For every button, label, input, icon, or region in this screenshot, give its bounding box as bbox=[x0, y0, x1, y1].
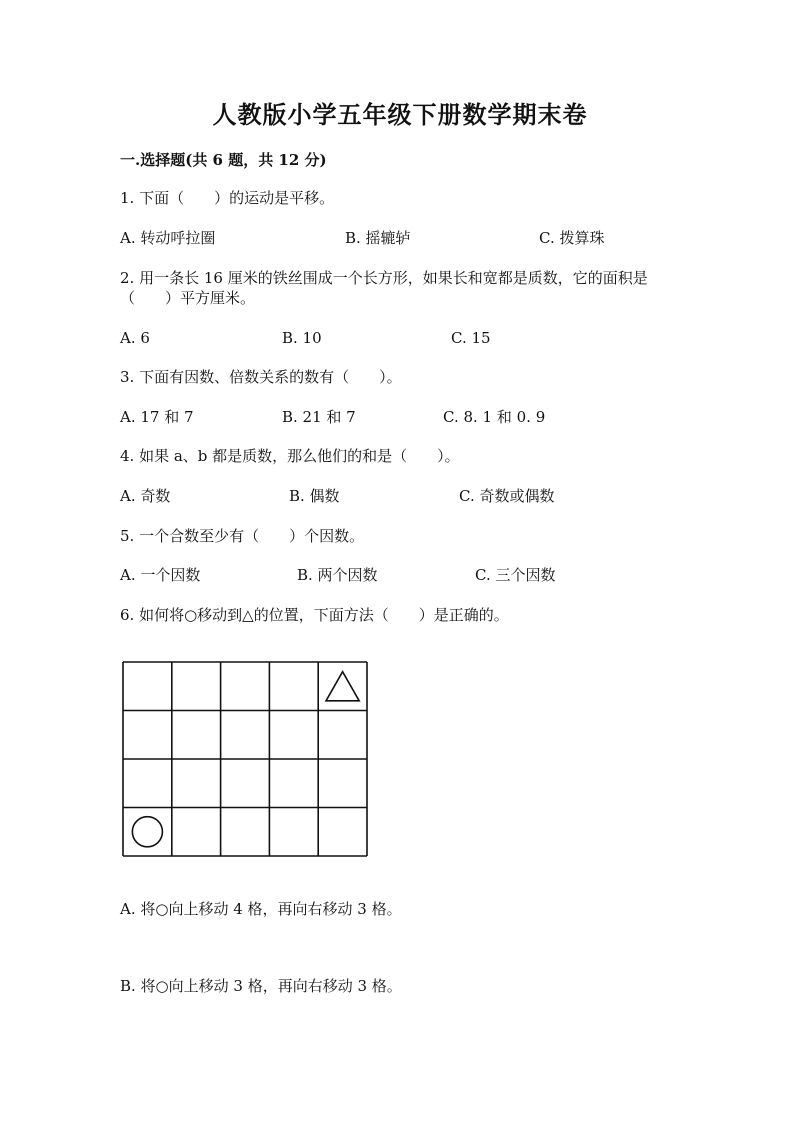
question-4-option-a[interactable]: A. 奇数 bbox=[120, 487, 171, 505]
question-5-option-a[interactable]: A. 一个因数 bbox=[120, 566, 201, 584]
grid-svg bbox=[122, 661, 368, 857]
movement-grid-diagram bbox=[122, 661, 368, 857]
question-4-option-c[interactable]: C. 奇数或偶数 bbox=[459, 487, 555, 505]
question-3-stem: 3. 下面有因数、倍数关系的数有（ ）。 bbox=[120, 368, 402, 386]
question-2-option-a[interactable]: A. 6 bbox=[120, 329, 150, 347]
question-4-option-b[interactable]: B. 偶数 bbox=[289, 487, 340, 505]
question-1-stem: 1. 下面（ ）的运动是平移。 bbox=[120, 189, 335, 207]
question-1-option-c[interactable]: C. 拨算珠 bbox=[539, 229, 605, 247]
page-title: 人教版小学五年级下册数学期末卷 bbox=[212, 100, 588, 129]
question-3-option-c[interactable]: C. 8. 1 和 0. 9 bbox=[443, 408, 546, 426]
question-2-stem: 2. 用一条长 16 厘米的铁丝围成一个长方形，如果长和宽都是质数，它的面积是 bbox=[120, 269, 648, 287]
section-title: 一.选择题(共 6 题，共 12 分) bbox=[120, 151, 327, 169]
triangle-shape bbox=[326, 672, 359, 701]
question-1-option-b[interactable]: B. 摇辘轳 bbox=[345, 229, 411, 247]
question-4-stem: 4. 如果 a、b 都是质数，那么他们的和是（ ）。 bbox=[120, 447, 460, 465]
question-5-stem: 5. 一个合数至少有（ ）个因数。 bbox=[120, 527, 365, 545]
question-6-option-b[interactable]: B. 将○向上移动 3 格，再向右移动 3 格。 bbox=[120, 977, 402, 995]
question-3-option-a[interactable]: A. 17 和 7 bbox=[120, 408, 194, 426]
question-2-option-b[interactable]: B. 10 bbox=[282, 329, 322, 347]
circle-shape bbox=[132, 817, 162, 847]
question-1-option-a[interactable]: A. 转动呼拉圈 bbox=[120, 229, 216, 247]
question-2-option-c[interactable]: C. 15 bbox=[451, 329, 491, 347]
question-2-stem-continued: （ ）平方厘米。 bbox=[120, 289, 256, 307]
question-6-option-a[interactable]: A. 将○向上移动 4 格，再向右移动 3 格。 bbox=[120, 900, 402, 918]
question-6-stem: 6. 如何将○移动到△的位置，下面方法（ ）是正确的。 bbox=[120, 606, 509, 624]
question-3-option-b[interactable]: B. 21 和 7 bbox=[282, 408, 356, 426]
question-5-option-c[interactable]: C. 三个因数 bbox=[475, 566, 556, 584]
question-5-option-b[interactable]: B. 两个因数 bbox=[297, 566, 378, 584]
